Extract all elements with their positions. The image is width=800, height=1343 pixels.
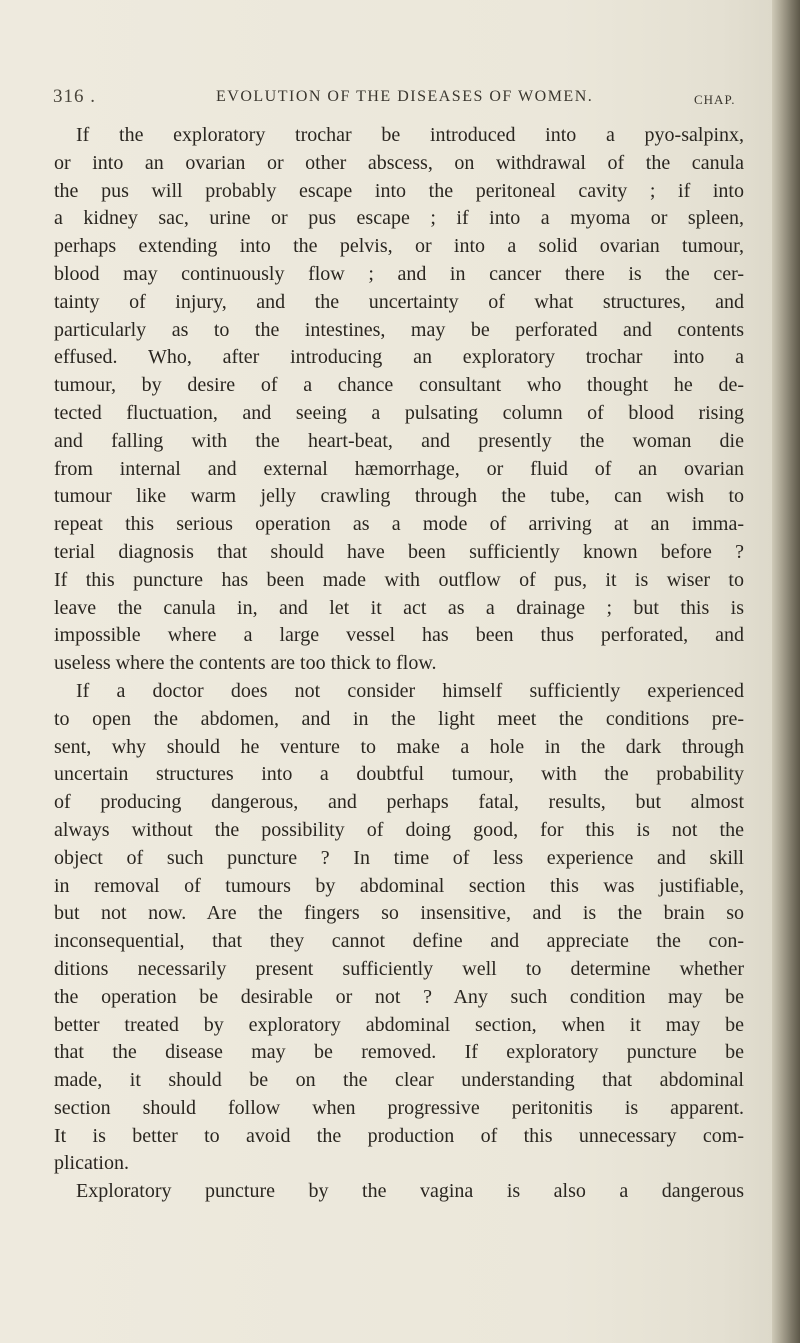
text-line: It is better to avoid the production of this unnecessary com- — [54, 1124, 744, 1147]
text-line: and falling with the heart-beat, and presently the woman die — [54, 429, 744, 452]
text-line: If a doctor does not consider himself sufficiently experienced — [76, 679, 744, 702]
text-line: leave the canula in, and let it act as a drainage ; but this is — [54, 596, 744, 619]
text-line: perhaps extending into the pelvis, or into a solid ovarian tumour, — [54, 235, 744, 258]
text-line: better treated by exploratory abdominal section, when it may be — [54, 1013, 744, 1036]
text-line: made, it should be on the clear understanding that abdominal — [54, 1069, 744, 1092]
text-line: uncertain structures into a doubtful tumour, with the probability — [54, 763, 744, 786]
text-line: sent, why should he venture to make a hole in the dark through — [54, 735, 744, 758]
text-line: object of such puncture ? In time of less experience and skill — [54, 846, 744, 869]
text-line: tumour like warm jelly crawling through the tube, can wish to — [54, 485, 744, 508]
text-line: always without the possibility of doing good, for this is not the — [54, 818, 744, 841]
text-line: in removal of tumours by abdominal section this was justifiable, — [54, 874, 744, 897]
text-line: inconsequential, that they cannot define and appreciate the con- — [54, 930, 744, 953]
text-line: tected fluctuation, and seeing a pulsating column of blood rising — [54, 401, 744, 424]
text-line: particularly as to the intestines, may be perforated and contents — [54, 318, 744, 341]
text-line: section should follow when progressive peritonitis is apparent. — [54, 1096, 744, 1119]
page-header — [0, 86, 800, 114]
text-line: the pus will probably escape into the peritoneal cavity ; if into — [54, 179, 744, 202]
text-line: that the disease may be removed. If exploratory puncture be — [54, 1041, 744, 1064]
page-gutter-shadow — [772, 0, 800, 1343]
text-line: If this puncture has been made with outflow of pus, it is wiser to — [54, 568, 744, 591]
body-text — [54, 122, 744, 1206]
text-line: from internal and external hæmorrhage, or fluid of an ovarian — [54, 457, 744, 480]
text-line: but not now. Are the fingers so insensitive, and is the brain so — [54, 902, 744, 925]
page-number: 316 . — [53, 86, 96, 107]
text-line: blood may continuously flow ; and in cancer there is the cer- — [54, 262, 744, 285]
text-line: a kidney sac, urine or pus escape ; if into a myoma or spleen, — [54, 207, 744, 230]
text-line: plication. — [54, 1152, 129, 1175]
text-line: the operation be desirable or not ? Any such condition may be — [54, 985, 744, 1008]
text-line: tainty of injury, and the uncertainty of what structures, and — [54, 290, 744, 313]
text-line: Exploratory puncture by the vagina is also a dangerous — [76, 1180, 744, 1203]
text-line: useless where the contents are too thick to flow. — [54, 652, 437, 675]
text-line: or into an ovarian or other abscess, on withdrawal of the canula — [54, 151, 744, 174]
text-line: of producing dangerous, and perhaps fatal, results, but almost — [54, 791, 744, 814]
text-line: impossible where a large vessel has been thus perforated, and — [54, 624, 744, 647]
chapter-mark: CHAP. — [694, 92, 736, 107]
text-line: effused. Who, after introducing an exploratory trochar into a — [54, 346, 744, 369]
text-line: repeat this serious operation as a mode of arriving at an imma- — [54, 513, 744, 536]
text-line: terial diagnosis that should have been sufficiently known before ? — [54, 540, 744, 563]
text-line: If the exploratory trochar be introduced into a pyo-salpinx, — [76, 124, 744, 146]
text-line: ditions necessarily present sufficiently well to determine whether — [54, 957, 744, 980]
running-head: EVOLUTION OF THE DISEASES OF WOMEN. — [216, 88, 594, 105]
text-line: tumour, by desire of a chance consultant who thought he de- — [54, 374, 744, 397]
text-line: to open the abdomen, and in the light meet the conditions pre- — [54, 707, 744, 730]
